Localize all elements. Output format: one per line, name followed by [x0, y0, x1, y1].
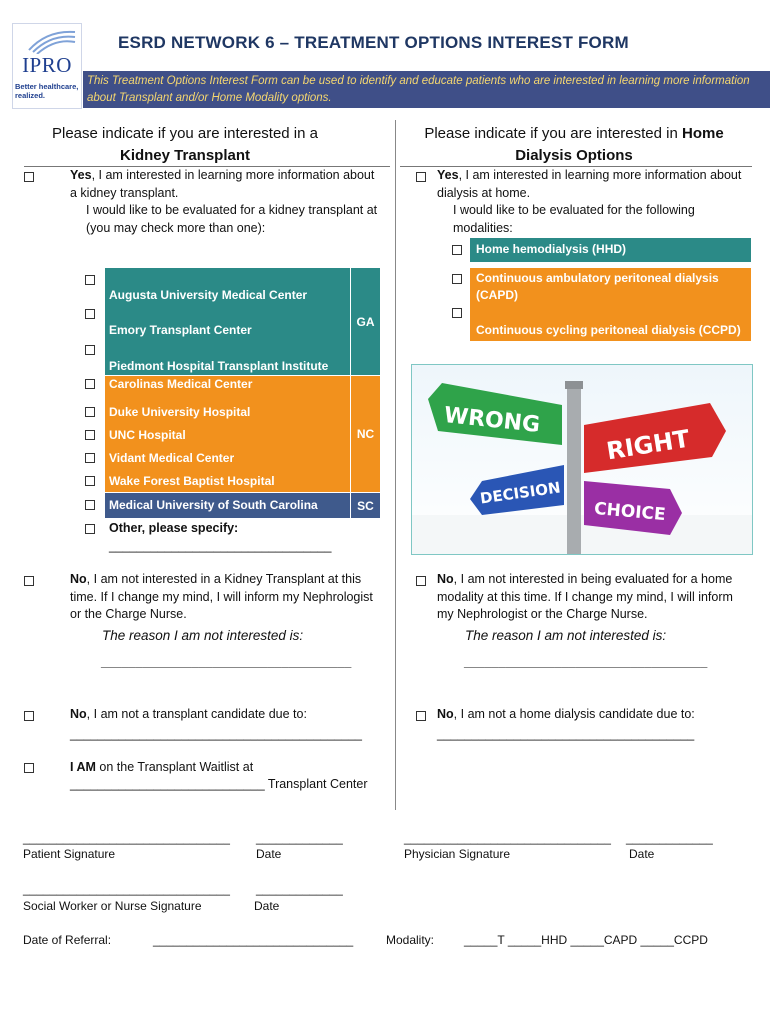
modality-hhd-checkbox[interactable]: [452, 245, 462, 255]
referral-date-line[interactable]: ______________________________: [153, 933, 354, 947]
transplant-reason-line[interactable]: ____________________________________: [101, 655, 352, 669]
logo-swoosh-icon: [27, 28, 77, 54]
center-vidant-checkbox[interactable]: [85, 453, 95, 463]
left-header: [20, 123, 350, 167]
patient-date-label: Date: [256, 847, 282, 861]
form-title: ESRD NETWORK 6 – TREATMENT OPTIONS INTEREST FORM: [118, 33, 629, 52]
modality-fields[interactable]: _____T _____HHD _____CAPD _____CCPD: [464, 933, 708, 947]
other-center-line[interactable]: ________________________________: [109, 539, 332, 553]
modality-ccpd: Continuous cycling peritoneal dialysis (CCPD): [476, 323, 741, 337]
center-augusta: Augusta University Medical Center: [109, 288, 308, 302]
patient-date-line[interactable]: _____________: [256, 831, 343, 845]
center-unc-checkbox[interactable]: [85, 430, 95, 440]
logo-tagline: Better healthcare, realized.: [15, 82, 79, 100]
social-worker-signature-line[interactable]: _______________________________: [23, 882, 230, 896]
physician-date-label: Date: [629, 847, 655, 861]
center-augusta-checkbox[interactable]: [85, 275, 95, 285]
column-divider: [395, 120, 396, 810]
home-no-text: No, I am not interested in being evaluated for a home modality at this time. If I change my mind, I will inform my Nephrologist or the Charge Nurse.: [437, 572, 733, 621]
center-piedmont: Piedmont Hospital Transplant Institute: [109, 359, 329, 373]
center-musc: Medical University of South Carolina: [109, 498, 318, 512]
sign-choice: CHOICE: [593, 498, 667, 526]
modality-hhd: Home hemodialysis (HHD): [470, 238, 751, 262]
right-header: [400, 123, 748, 167]
left-header-line2: Kidney Transplant: [119, 147, 251, 164]
home-reason-line[interactable]: ___________________________________: [464, 655, 708, 669]
transplant-no-text: No, I am not interested in a Kidney Transplant at this time. If I change my mind, I will inform my Nephrologist or the Charge Nurse.: [70, 572, 373, 621]
patient-signature-line[interactable]: _______________________________: [23, 831, 230, 845]
sign-decision: DECISION: [478, 478, 562, 508]
center-emory: Emory Transplant Center: [109, 323, 252, 337]
transplant-yes-subtext: I would like to be evaluated for a kidney transplant at (you may check more than one):: [86, 203, 378, 235]
center-duke-checkbox[interactable]: [85, 407, 95, 417]
referral-date-label: Date of Referral:: [23, 933, 112, 947]
state-ga: GA: [351, 268, 380, 375]
transplant-no-checkbox[interactable]: [24, 576, 34, 586]
center-carolinas: Carolinas Medical Center: [109, 377, 253, 391]
ipro-logo: [12, 23, 82, 109]
state-sc: SC: [351, 493, 380, 518]
waitlist-center-line[interactable]: ____________________________ Transplant Center: [70, 777, 368, 791]
social-worker-date-label: Date: [254, 899, 280, 913]
home-not-candidate-checkbox[interactable]: [416, 711, 426, 721]
center-piedmont-checkbox[interactable]: [85, 345, 95, 355]
social-worker-date-line[interactable]: _____________: [256, 882, 343, 896]
modality-capd: Continuous ambulatory peritoneal dialysis (CAPD): [476, 271, 719, 302]
center-carolinas-checkbox[interactable]: [85, 379, 95, 389]
center-emory-checkbox[interactable]: [85, 309, 95, 319]
center-unc: UNC Hospital: [109, 428, 186, 442]
home-reason-label: The reason I am not interested is:: [465, 628, 667, 643]
other-center-label: Other, please specify:: [109, 521, 239, 535]
physician-signature-label: Physician Signature: [404, 847, 511, 861]
right-header-line2: Dialysis Options: [515, 147, 633, 164]
transplant-not-candidate-text: No, I am not a transplant candidate due to:: [70, 707, 307, 721]
home-yes-text: Yes, I am interested in learning more information about dialysis at home. I would like to be evaluated for the following modalities:: [437, 167, 747, 237]
decision-signpost-image: [411, 364, 753, 555]
modality-capd-checkbox[interactable]: [452, 274, 462, 284]
intro-banner: This Treatment Options Interest Form can be used to identify and educate patients who are interested in learning more information about Transplant and/or Home Modality options.: [83, 71, 770, 108]
center-wake-forest: Wake Forest Baptist Hospital: [109, 474, 275, 488]
sign-right: RIGHT: [604, 424, 692, 466]
signpost-illustration: [412, 365, 752, 554]
center-duke: Duke University Hospital: [109, 405, 251, 419]
waitlist-text: I AM on the Transplant Waitlist at: [70, 760, 254, 774]
sign-wrong: WRONG: [442, 403, 542, 438]
transplant-yes-text: Yes, I am interested in learning more information about a kidney transplant. I would like to be evaluated for a kidney transplant at (you may check more than one):: [70, 167, 380, 237]
right-header-line1: Please indicate if you are interested in Home: [424, 125, 724, 142]
transplant-reason-label: The reason I am not interested is:: [102, 628, 304, 643]
patient-signature-label: Patient Signature: [23, 847, 116, 861]
transplant-not-candidate-line[interactable]: __________________________________________: [70, 727, 362, 741]
modality-ccpd-checkbox[interactable]: [452, 308, 462, 318]
transplant-not-candidate-checkbox[interactable]: [24, 711, 34, 721]
left-header-line1: Please indicate if you are interested in a: [52, 125, 318, 142]
transplant-centers-table: [80, 268, 380, 518]
physician-date-line[interactable]: _____________: [626, 831, 713, 845]
home-yes-checkbox[interactable]: [416, 172, 426, 182]
waitlist-checkbox[interactable]: [24, 763, 34, 773]
physician-signature-line[interactable]: _______________________________: [404, 831, 611, 845]
home-yes-subtext: I would like to be evaluated for the following modalities:: [453, 203, 695, 235]
logo-name: IPRO: [22, 53, 72, 77]
center-wake-forest-checkbox[interactable]: [85, 476, 95, 486]
modality-label: Modality:: [386, 933, 435, 947]
social-worker-signature-label: Social Worker or Nurse Signature: [23, 899, 202, 913]
center-musc-checkbox[interactable]: [85, 500, 95, 510]
home-not-candidate-line[interactable]: _____________________________________: [437, 727, 695, 741]
transplant-yes-checkbox[interactable]: [24, 172, 34, 182]
home-not-candidate-text: No, I am not a home dialysis candidate due to:: [437, 707, 695, 721]
state-nc: NC: [351, 376, 380, 492]
other-center-checkbox[interactable]: [85, 524, 95, 534]
home-no-checkbox[interactable]: [416, 576, 426, 586]
center-vidant: Vidant Medical Center: [109, 451, 235, 465]
